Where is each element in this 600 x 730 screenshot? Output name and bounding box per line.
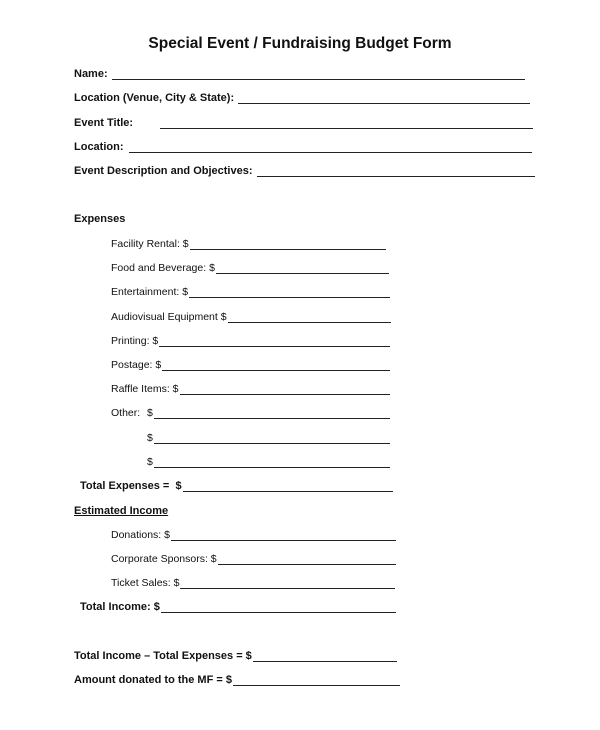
expense-other-1[interactable] bbox=[111, 405, 390, 419]
event-title-line[interactable] bbox=[160, 117, 533, 129]
donated-line[interactable] bbox=[233, 674, 400, 686]
donated-label: Amount donated to the MF = $ bbox=[74, 674, 232, 686]
expense-printing[interactable] bbox=[111, 333, 390, 347]
expense-line[interactable] bbox=[162, 359, 390, 371]
income-label: Donations: $ bbox=[111, 529, 170, 541]
expense-line[interactable] bbox=[180, 383, 390, 395]
total-income-field[interactable] bbox=[80, 599, 396, 613]
name-line[interactable] bbox=[112, 68, 525, 80]
expense-other-3[interactable] bbox=[147, 454, 390, 468]
income-line[interactable] bbox=[171, 529, 396, 541]
location-venue-label: Location (Venue, City & State): bbox=[74, 92, 235, 104]
location-line[interactable] bbox=[129, 141, 533, 153]
income-ticket-sales[interactable] bbox=[111, 575, 395, 589]
name-label: Name: bbox=[74, 68, 108, 80]
event-title-field[interactable] bbox=[74, 115, 533, 129]
location-label: Location: bbox=[74, 141, 124, 153]
income-donations[interactable] bbox=[111, 527, 396, 541]
expense-line[interactable] bbox=[189, 286, 390, 298]
total-expenses-field[interactable] bbox=[80, 478, 393, 492]
income-label: Ticket Sales: $ bbox=[111, 577, 180, 589]
income-label: Corporate Sponsors: $ bbox=[111, 553, 217, 565]
total-income-line[interactable] bbox=[161, 601, 396, 613]
expense-line[interactable] bbox=[216, 262, 389, 274]
total-income-label: Total Income: $ bbox=[80, 601, 160, 613]
expense-label: Audiovisual Equipment $ bbox=[111, 311, 227, 323]
name-field[interactable] bbox=[74, 66, 525, 80]
expense-label: Postage: $ bbox=[111, 359, 162, 371]
expense-other-2[interactable] bbox=[147, 430, 390, 444]
event-title-label: Event Title: bbox=[74, 117, 134, 129]
net-field[interactable] bbox=[74, 648, 397, 662]
expense-line[interactable] bbox=[228, 311, 391, 323]
total-expenses-line[interactable] bbox=[183, 480, 393, 492]
expense-label: Entertainment: $ bbox=[111, 286, 189, 298]
expense-postage[interactable] bbox=[111, 357, 390, 371]
description-line[interactable] bbox=[257, 165, 536, 177]
expenses-heading: Expenses bbox=[74, 213, 126, 225]
expense-line[interactable] bbox=[154, 456, 390, 468]
dollar-sign: $ bbox=[147, 407, 153, 419]
net-line[interactable] bbox=[253, 650, 397, 662]
location-field[interactable] bbox=[74, 139, 532, 153]
dollar-sign: $ bbox=[147, 456, 153, 468]
income-corporate-sponsors[interactable] bbox=[111, 551, 396, 565]
expense-entertainment[interactable] bbox=[111, 284, 390, 298]
expense-line[interactable] bbox=[159, 335, 390, 347]
expense-food-beverage[interactable] bbox=[111, 260, 389, 274]
form-title: Special Event / Fundraising Budget Form bbox=[148, 35, 452, 52]
expense-facility-rental[interactable] bbox=[111, 236, 386, 250]
location-venue-line[interactable] bbox=[238, 92, 530, 104]
estimated-income-heading: Estimated Income bbox=[74, 505, 169, 517]
net-label: Total Income – Total Expenses = $ bbox=[74, 650, 252, 662]
income-line[interactable] bbox=[180, 577, 395, 589]
expense-line[interactable] bbox=[154, 432, 390, 444]
expense-label: Printing: $ bbox=[111, 335, 159, 347]
description-label: Event Description and Objectives: bbox=[74, 165, 253, 177]
total-expenses-label: Total Expenses = $ bbox=[80, 480, 182, 492]
expense-line[interactable] bbox=[190, 238, 386, 250]
expense-raffle-items[interactable] bbox=[111, 381, 390, 395]
expense-label: Facility Rental: $ bbox=[111, 238, 189, 250]
location-venue-field[interactable] bbox=[74, 90, 530, 104]
other-label: Other: bbox=[111, 407, 141, 419]
expense-audiovisual[interactable] bbox=[111, 309, 391, 323]
income-line[interactable] bbox=[218, 553, 396, 565]
donated-field[interactable] bbox=[74, 672, 400, 686]
expense-label: Raffle Items: $ bbox=[111, 383, 179, 395]
expense-line[interactable] bbox=[154, 407, 390, 419]
expense-label: Food and Beverage: $ bbox=[111, 262, 215, 274]
dollar-sign: $ bbox=[147, 432, 153, 444]
description-field[interactable] bbox=[74, 163, 535, 177]
